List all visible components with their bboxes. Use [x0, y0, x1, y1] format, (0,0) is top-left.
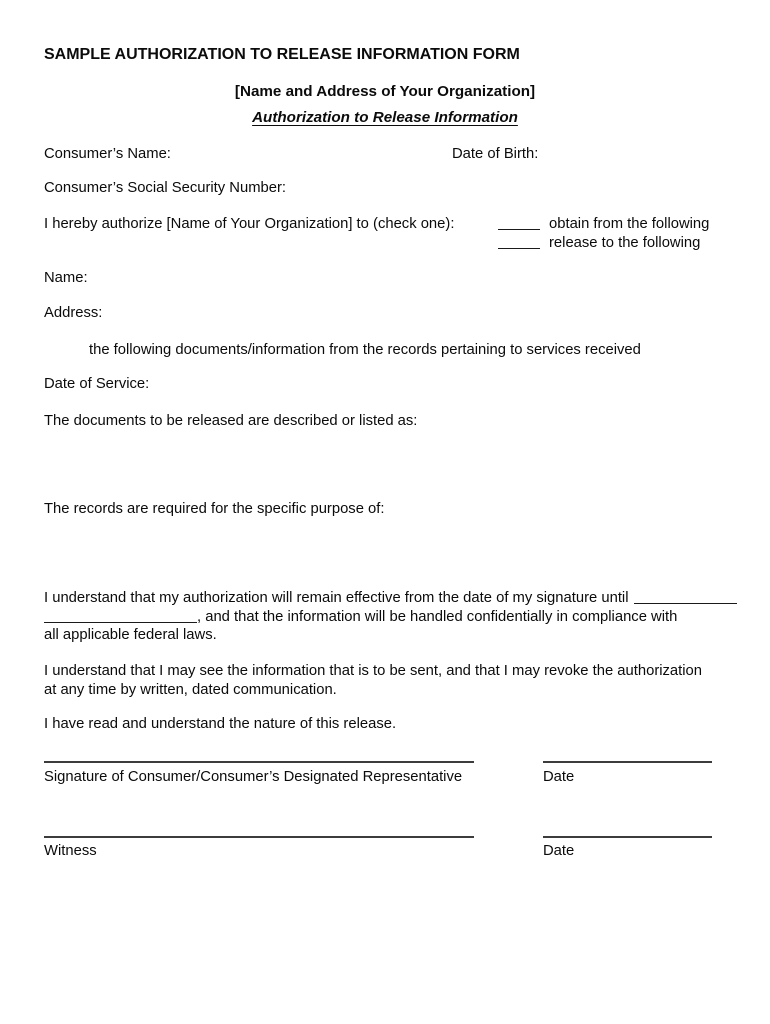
- expiration-date-blank-2[interactable]: [44, 609, 197, 623]
- option-obtain-label: obtain from the following: [549, 216, 710, 232]
- effective-line-1: [44, 589, 737, 608]
- documents-described-label: The documents to be released are described or listed as:: [44, 413, 418, 429]
- consumer-signature-date-label: Date: [543, 769, 575, 785]
- organization-name-line: [Name and Address of Your Organization]: [234, 83, 536, 100]
- consumer-signature-line[interactable]: [44, 761, 474, 763]
- form-heading: SAMPLE AUTHORIZATION TO RELEASE INFORMATION FORM: [44, 46, 520, 63]
- consumer-signature-date-line[interactable]: [543, 761, 712, 763]
- consumer-signature-label: Signature of Consumer/Consumer’s Designated Representative: [44, 769, 463, 785]
- effective-line-3: all applicable federal laws.: [44, 627, 217, 643]
- effective-line-2: [44, 608, 737, 627]
- revoke-line-2: at any time by written, dated communication.: [44, 681, 337, 698]
- expiration-date-blank-1[interactable]: [634, 590, 737, 604]
- date-of-birth-label: Date of Birth:: [452, 146, 539, 162]
- acknowledge-statement: I have read and understand the nature of this release.: [44, 716, 397, 732]
- check-one-options: [498, 215, 709, 252]
- witness-label: Witness: [44, 843, 97, 859]
- name-label: Name:: [44, 270, 88, 286]
- revoke-paragraph: [44, 662, 702, 699]
- following-documents-clause: the following documents/information from the records pertaining to services received: [89, 342, 641, 358]
- ssn-label: Consumer’s Social Security Number:: [44, 180, 287, 196]
- address-label: Address:: [44, 305, 103, 321]
- date-of-service-label: Date of Service:: [44, 376, 150, 392]
- option-obtain: [498, 215, 709, 234]
- witness-date-line[interactable]: [543, 836, 712, 838]
- form-title: [0, 109, 770, 128]
- option-release-label: release to the following: [549, 234, 701, 251]
- effective-paragraph: [44, 589, 737, 645]
- authorize-label: I hereby authorize [Name of Your Organization] to (check one):: [44, 216, 455, 232]
- witness-signature-line[interactable]: [44, 836, 474, 838]
- records-purpose-label: The records are required for the specific purpose of:: [44, 501, 385, 517]
- effective-line-1-text: I understand that my authorization will remain effective from the date of my signature until: [44, 590, 629, 606]
- effective-line-2-text: , and that the information will be handled confidentially in compliance with: [197, 608, 678, 625]
- form-title-text: Authorization to Release Information: [252, 109, 518, 126]
- release-checkbox-blank[interactable]: [498, 235, 540, 249]
- revoke-line-1: I understand that I may see the information that is to be sent, and that I may revoke the authorization: [44, 663, 703, 679]
- witness-date-label: Date: [543, 843, 575, 859]
- consumer-name-label: Consumer’s Name:: [44, 146, 171, 162]
- obtain-checkbox-blank[interactable]: [498, 216, 540, 230]
- option-release: [498, 234, 709, 253]
